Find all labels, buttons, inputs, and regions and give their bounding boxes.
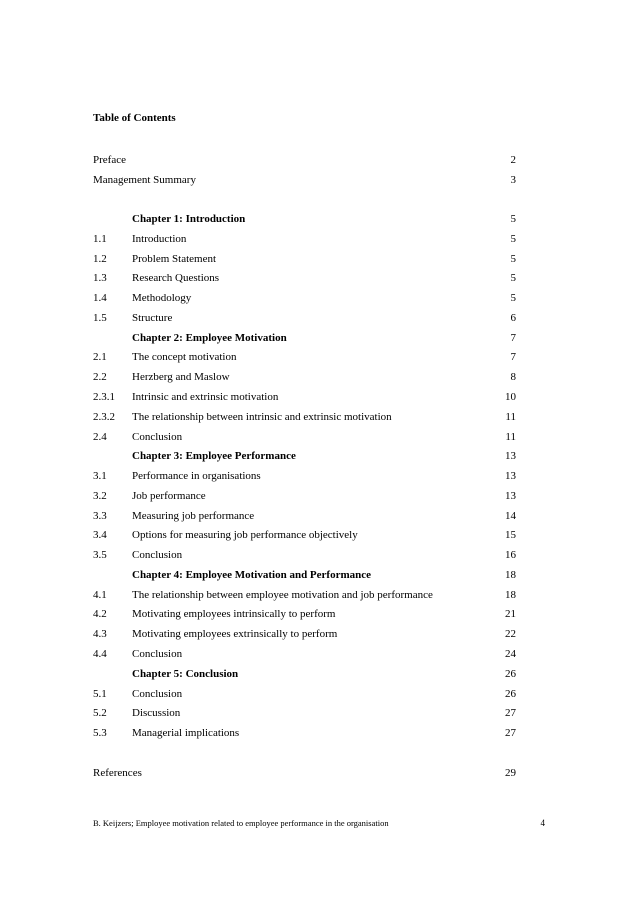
toc-entry-label: Research Questions <box>132 272 220 285</box>
toc-entry-page: 24 <box>505 647 516 660</box>
toc-entry-page: 6 <box>510 311 516 324</box>
toc-entry-page: 26 <box>505 667 516 680</box>
toc-entry-number: 4.2 <box>93 608 107 621</box>
page-footer <box>93 816 545 830</box>
toc-entry-preface[interactable] <box>93 153 520 167</box>
toc-entry-page: 2 <box>510 154 516 166</box>
toc-entry-label: The concept motivation <box>132 351 237 364</box>
toc-entry-page: 15 <box>505 529 516 542</box>
toc-entry-page: 21 <box>505 608 516 621</box>
toc-entry-label: Chapter 3: Employee Performance <box>132 450 296 463</box>
toc-entry-label: Chapter 5: Conclusion <box>132 667 239 680</box>
toc-entry-number: 3.2 <box>93 489 107 502</box>
toc-entry-page: 7 <box>510 351 516 364</box>
toc-entry-page: 13 <box>505 450 516 463</box>
toc-entry-label: The relationship between employee motivation and job performance <box>132 588 433 601</box>
toc-chapter-heading[interactable] <box>93 449 520 463</box>
toc-entry[interactable] <box>93 607 520 621</box>
toc-entry[interactable] <box>93 410 520 424</box>
toc-entry-number: 2.2 <box>93 371 107 384</box>
toc-entry[interactable] <box>93 232 520 246</box>
toc-entry-label: Problem Statement <box>132 252 217 265</box>
toc-entry[interactable] <box>93 706 520 720</box>
toc-entry-references[interactable] <box>93 766 520 780</box>
footer-text: B. Keijzers; Employee motivation related to employee performance in the organisation <box>93 818 389 828</box>
toc-entry-page: 22 <box>505 628 516 641</box>
toc-entry-page: 5 <box>510 213 516 225</box>
toc-entry-label: Options for measuring job performance objectively <box>132 529 358 542</box>
toc-entry-label: Motivating employees intrinsically to perform <box>132 608 336 621</box>
toc-title: Table of Contents <box>93 112 176 124</box>
toc-entry-page: 5 <box>510 232 516 245</box>
toc-entry-label: Herzberg and Maslow <box>132 371 230 384</box>
toc-entry-label: Managerial implications <box>132 727 240 739</box>
toc-entry-label: Conclusion <box>132 430 183 443</box>
toc-entry-number: 5.1 <box>93 687 107 700</box>
toc-entry-number: 5.3 <box>93 727 107 739</box>
toc-entry-page: 11 <box>505 430 516 443</box>
toc-entry-label: Structure <box>132 311 173 324</box>
toc-entry[interactable] <box>93 291 520 305</box>
toc-entry[interactable] <box>93 647 520 661</box>
toc-entry-label: Preface <box>93 154 126 166</box>
toc-entry-number: 2.1 <box>93 351 107 364</box>
toc-entry-label: Discussion <box>132 707 181 720</box>
toc-entry[interactable] <box>93 489 520 503</box>
toc-entry[interactable] <box>93 726 520 740</box>
toc-entry-number: 1.4 <box>93 292 107 305</box>
toc-entry-label: Management Summary <box>93 174 196 186</box>
toc-entry[interactable] <box>93 588 520 602</box>
toc-entry-label: Introduction <box>132 232 187 245</box>
toc-entry-page: 14 <box>505 509 516 522</box>
toc-entry-number: 1.5 <box>93 311 107 324</box>
toc-entry-label: Performance in organisations <box>132 470 261 482</box>
toc-chapter-heading[interactable] <box>93 331 520 345</box>
toc-entry-page: 27 <box>505 727 516 739</box>
toc-entry-number: 3.5 <box>93 549 107 562</box>
toc-entry-number: 1.3 <box>93 272 107 285</box>
toc-entry-number: 5.2 <box>93 707 107 720</box>
toc-entry-number: 3.3 <box>93 509 107 522</box>
toc-entry-label: Chapter 2: Employee Motivation <box>132 331 287 344</box>
toc-entry-label: Conclusion <box>132 687 183 700</box>
toc-entry-page: 3 <box>510 174 516 186</box>
toc-entry-label: Intrinsic and extrinsic motivation <box>132 390 279 403</box>
toc-entry-number: 1.2 <box>93 252 107 265</box>
toc-chapter-heading[interactable] <box>93 568 520 582</box>
toc-entry[interactable] <box>93 687 520 701</box>
toc-entry[interactable] <box>93 252 520 266</box>
toc-entry[interactable] <box>93 528 520 542</box>
toc-entry[interactable] <box>93 430 520 444</box>
toc-entry-label: Motivating employees extrinsically to perform <box>132 628 338 641</box>
toc-entry-page: 27 <box>505 707 516 720</box>
toc-entry-number: 4.3 <box>93 628 107 641</box>
toc-chapter-heading[interactable] <box>93 212 520 226</box>
toc-entry[interactable] <box>93 370 520 384</box>
toc-entry[interactable] <box>93 469 520 483</box>
toc-entry-page: 18 <box>505 568 516 581</box>
toc-entry[interactable] <box>93 509 520 523</box>
toc-entry-management-summary[interactable] <box>93 173 520 187</box>
toc-entry-number: 3.1 <box>93 470 107 482</box>
toc-entry-page: 16 <box>505 549 516 562</box>
toc-entry-page: 13 <box>505 489 516 502</box>
toc-chapter-heading[interactable] <box>93 667 520 681</box>
toc-entry-number: 3.4 <box>93 529 107 542</box>
toc-entry-label: Measuring job performance <box>132 509 255 522</box>
toc-entry-label: Conclusion <box>132 549 183 562</box>
toc-entry-label: Chapter 4: Employee Motivation and Performance <box>132 568 372 581</box>
toc-entry-page: 11 <box>505 410 516 423</box>
toc-entry-label: Methodology <box>132 292 192 305</box>
toc-entry-label: Chapter 1: Introduction <box>132 213 246 225</box>
toc-entry-page: 5 <box>510 272 516 285</box>
toc-entry-page: 7 <box>510 331 516 344</box>
toc-entry-number: 4.4 <box>93 647 107 660</box>
toc-entry-page: 26 <box>505 687 516 700</box>
toc-entry-label: Conclusion <box>132 647 183 660</box>
page-number: 4 <box>540 818 545 828</box>
toc-entry-number: 2.3.1 <box>93 390 115 403</box>
toc-entry[interactable] <box>93 548 520 562</box>
toc-entry-number: 2.3.2 <box>93 410 115 423</box>
toc-entry-label: References <box>93 767 142 779</box>
toc-entry-label: Job performance <box>132 489 206 502</box>
toc-entry-number: 1.1 <box>93 232 107 245</box>
toc-entry-page: 29 <box>505 767 516 779</box>
toc-entry-page: 5 <box>510 252 516 265</box>
toc-entry-page: 8 <box>510 371 516 384</box>
toc-entry[interactable] <box>93 271 520 285</box>
toc-entry[interactable] <box>93 350 520 364</box>
toc-entry-page: 18 <box>505 588 516 601</box>
toc-entry-number: 4.1 <box>93 588 107 601</box>
toc-entry-page: 13 <box>505 470 516 482</box>
toc-entry[interactable] <box>93 627 520 641</box>
toc-entry[interactable] <box>93 311 520 325</box>
toc-entry[interactable] <box>93 390 520 404</box>
toc-entry-page: 5 <box>510 292 516 305</box>
toc-entry-number: 2.4 <box>93 430 107 443</box>
toc-entry-label: The relationship between intrinsic and extrinsic motivation <box>132 410 392 423</box>
toc-entry-page: 10 <box>505 390 516 403</box>
